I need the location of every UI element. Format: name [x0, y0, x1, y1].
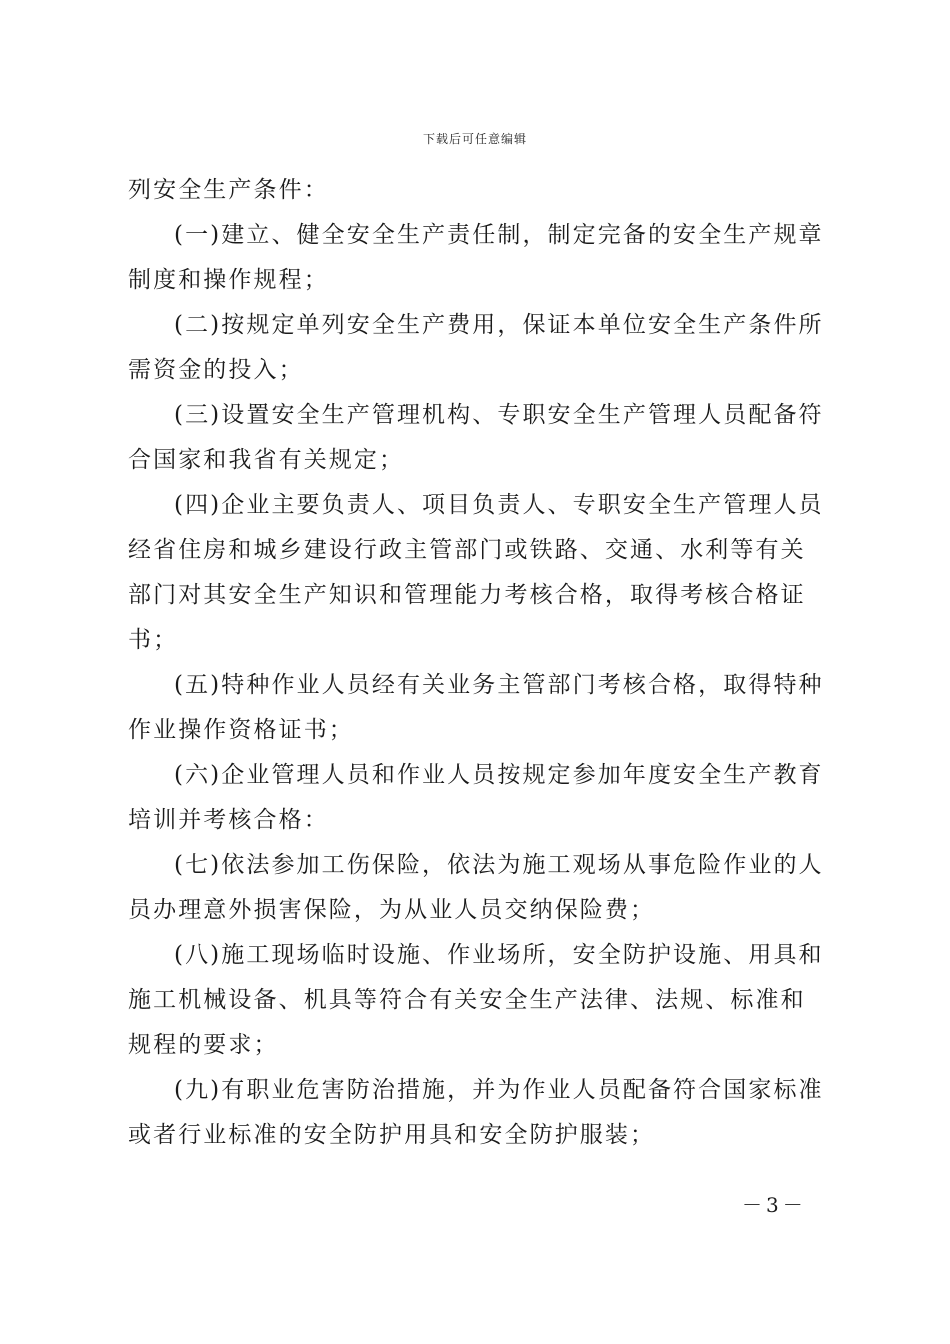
text-line: 部门对其安全生产知识和管理能力考核合格，取得考核合格证	[128, 582, 806, 608]
clause-4-line: (四)企业主要负责人、项目负责人、专职安全生产管理人员	[174, 492, 824, 518]
text-line: 作业操作资格证书；	[128, 717, 354, 743]
text-line: 需资金的投入；	[128, 357, 304, 383]
clause-7-line: (七)依法参加工伤保险，依法为施工观场从事危险作业的人	[174, 852, 824, 878]
clause-5-line: (五)特种作业人员经有关业务主管部门考核合格，取得特种	[174, 672, 824, 698]
text-line: 经省住房和城乡建设行政主管部门或铁路、交通、水利等有关	[128, 537, 806, 563]
text-line: 施工机械设备、机具等符合有关安全生产法律、法规、标准和	[128, 987, 806, 1013]
clause-6-line: (六)企业管理人员和作业人员按规定参加年度安全生产教育	[174, 762, 824, 788]
text-line: 培训并考核合格：	[128, 807, 329, 833]
text-line: 或者行业标准的安全防护用具和安全防护服装；	[128, 1122, 656, 1148]
clause-9-line: (九)有职业危害防治措施，并为作业人员配备符合国家标准	[174, 1077, 824, 1103]
page-number: －3－	[742, 1193, 807, 1217]
text-line: 制度和操作规程；	[128, 267, 329, 293]
clause-8-line: (八)施工现场临时设施、作业场所，安全防护设施、用具和	[174, 942, 824, 968]
text-line: 列安全生产条件：	[128, 177, 329, 203]
text-line: 规程的要求；	[128, 1032, 279, 1058]
text-line: 书；	[128, 627, 179, 653]
clause-1-line: (一)建立、健全安全生产责任制，制定完备的安全生产规章	[174, 222, 824, 248]
text-line: 员办理意外损害保险，为从业人员交纳保险费；	[128, 897, 656, 923]
clause-2-line: (二)按规定单列安全生产费用，保证本单位安全生产条件所	[174, 312, 824, 338]
document-body	[128, 168, 832, 1158]
text-line: 合国家和我省有关规定；	[128, 447, 405, 473]
page-header-note: 下载后可任意编辑	[422, 132, 527, 146]
clause-3-line: (三)设置安全生产管理机构、专职安全生产管理人员配备符	[174, 402, 824, 428]
